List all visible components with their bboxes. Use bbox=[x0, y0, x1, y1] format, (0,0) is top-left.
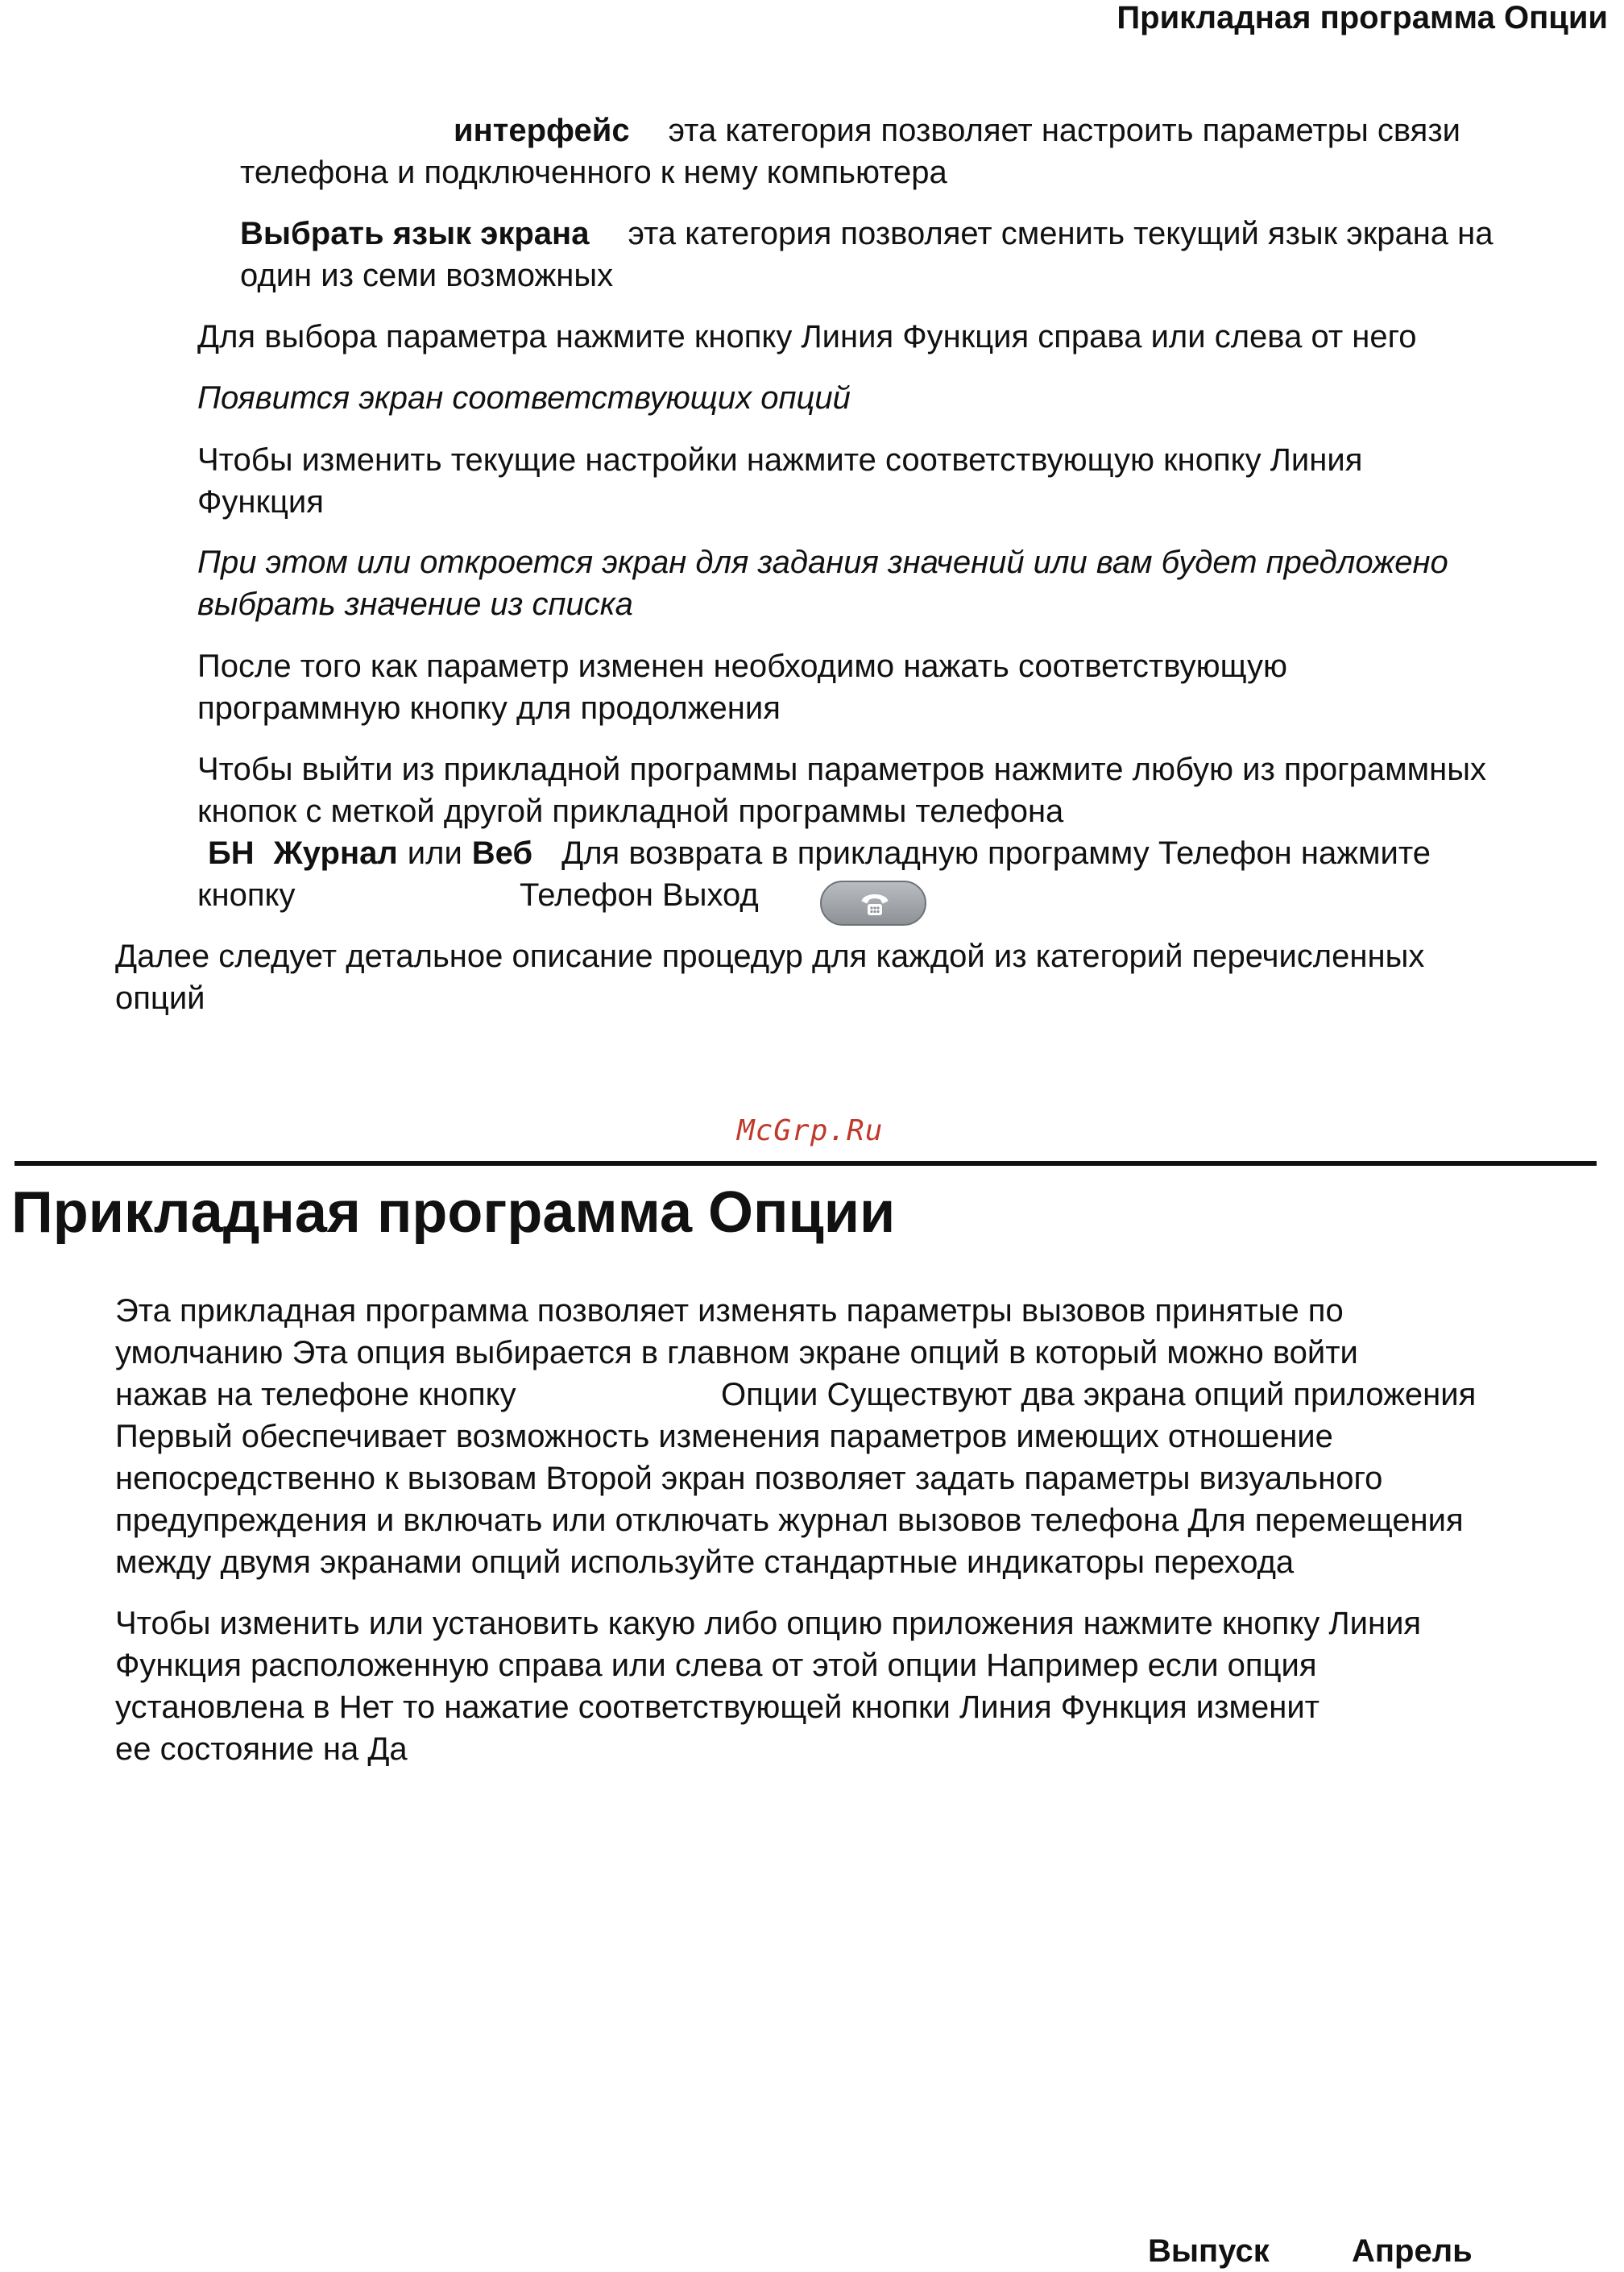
running-header: Прикладная программа Опции bbox=[1116, 0, 1608, 35]
section-p1-line-3a: нажав на телефоне кнопку bbox=[115, 1377, 516, 1412]
phone-exit-label: Телефон Выход bbox=[520, 877, 759, 913]
watermark: McGrp.Ru bbox=[737, 1114, 884, 1147]
language-term: Выбрать язык экрана bbox=[240, 216, 590, 251]
section-p1-line-7: между двумя экранами опций используйте стандартные индикаторы перехода bbox=[115, 1544, 1295, 1580]
step-3-line-2: программную кнопку для продолжения bbox=[197, 690, 781, 726]
interface-term: интерфейс bbox=[454, 113, 630, 148]
footer-month: Апрель bbox=[1352, 2233, 1473, 2269]
section-p1-line-6: предупреждения и включать или отключать журнал вызовов телефона Для перемещения bbox=[115, 1503, 1464, 1538]
language-desc-line-2: один из семи возможных bbox=[240, 258, 614, 293]
interface-desc-line-1: эта категория позволяет настроить параметры связи bbox=[668, 113, 1460, 148]
softkey-web: Веб bbox=[471, 835, 533, 871]
step-1: Для выбора параметра нажмите кнопку Линия Функция справа или слева от него bbox=[197, 319, 1417, 354]
step-2-result-line-2: выбрать значение из списка bbox=[197, 587, 633, 622]
step-3-line-1: После того как параметр изменен необходимо нажать соответствующую bbox=[197, 649, 1287, 684]
section-divider bbox=[14, 1161, 1597, 1166]
footer-issue: Выпуск bbox=[1148, 2233, 1270, 2269]
closing-line-2: опций bbox=[115, 981, 205, 1016]
section-p1-line-4: Первый обеспечивает возможность изменения параметров имеющих отношение bbox=[115, 1419, 1333, 1454]
softkey-journal: Журнал bbox=[273, 835, 398, 871]
or-text: или bbox=[407, 835, 462, 871]
phone-button bbox=[820, 881, 926, 926]
section-p2-line-1: Чтобы изменить или установить какую либо опцию приложения нажмите кнопку Линия bbox=[115, 1606, 1422, 1641]
section-title: Прикладная программа Опции bbox=[11, 1180, 896, 1245]
section-p2-line-4: ее состояние на Да bbox=[115, 1731, 408, 1767]
closing-line-1: Далее следует детальное описание процедур для каждой из категорий перечисленных bbox=[115, 939, 1425, 974]
step-2-result-line-1: При этом или откроется экран для задания значений или вам будет предложено bbox=[197, 545, 1448, 580]
step-4-line-1: Чтобы выйти из прикладной программы параметров нажмите любую из программных bbox=[197, 752, 1486, 787]
step-4-button-label: кнопку bbox=[197, 877, 296, 913]
section-p1-line-3b: Опции Существуют два экрана опций приложения bbox=[721, 1377, 1477, 1412]
step-1-result: Появится экран соответствующих опций bbox=[197, 380, 851, 416]
section-p1-line-1: Эта прикладная программа позволяет изменять параметры вызовов принятые по bbox=[115, 1293, 1344, 1329]
step-4-line-3 bbox=[208, 832, 1431, 874]
interface-desc-line-2: телефона и подключенного к нему компьютера bbox=[240, 155, 947, 190]
phone-icon bbox=[859, 889, 891, 918]
list-item-interface bbox=[454, 110, 1460, 151]
list-item-language bbox=[240, 213, 1493, 255]
step-4-line-2: кнопок с меткой другой прикладной программы телефона bbox=[197, 794, 1064, 829]
section-p2-line-3: установлена в Нет то нажатие соответствующей кнопки Линия Функция изменит bbox=[115, 1689, 1320, 1725]
section-p1-line-5: непосредственно к вызовам Второй экран позволяет задать параметры визуального bbox=[115, 1461, 1383, 1496]
language-desc-line-1: эта категория позволяет сменить текущий язык экрана на bbox=[628, 216, 1494, 251]
softkey-bn: БН bbox=[208, 835, 255, 871]
step-4-return-text: Для возврата в прикладную программу Телефон нажмите bbox=[561, 835, 1431, 871]
section-p2-line-2: Функция расположенную справа или слева от этой опции Например если опция bbox=[115, 1648, 1317, 1683]
section-p1-line-2: умолчанию Эта опция выбирается в главном экране опций в который можно войти bbox=[115, 1335, 1358, 1370]
step-2-line-2: Функция bbox=[197, 484, 324, 520]
step-2-line-1: Чтобы изменить текущие настройки нажмите соответствующую кнопку Линия bbox=[197, 442, 1363, 478]
